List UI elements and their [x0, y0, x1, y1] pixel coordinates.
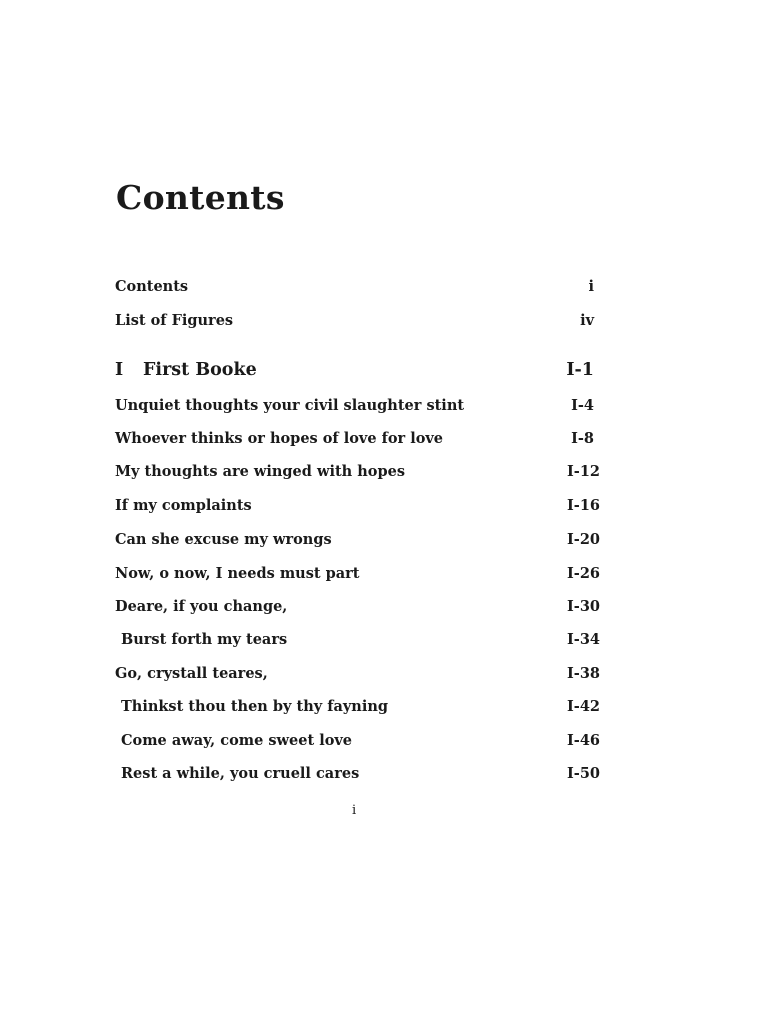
toc-part-label: First Booke	[143, 360, 257, 380]
page-number: i	[352, 803, 357, 818]
toc-part-title	[115, 360, 257, 380]
toc-entry[interactable]	[115, 665, 600, 689]
toc-entry-contents[interactable]	[115, 278, 600, 302]
toc-entry-title: Rest a while, you cruell cares	[121, 765, 360, 782]
toc-entry-page: I-42	[567, 698, 600, 715]
toc-entry-title: Deare, if you change,	[115, 598, 288, 615]
toc-entry-page: I-12	[567, 463, 600, 480]
toc-entry-title: Burst forth my tears	[121, 631, 288, 648]
toc-entry-page: I-20	[567, 531, 600, 548]
toc-entry-page: I-8	[571, 430, 594, 447]
toc-entry-page: I-26	[567, 565, 600, 582]
toc-entry[interactable]	[115, 698, 600, 722]
toc-entry-title: Go, crystall teares,	[115, 665, 268, 682]
toc-entry[interactable]	[115, 598, 600, 622]
toc-entry-title: Can she excuse my wrongs	[115, 531, 332, 548]
toc-part-heading[interactable]	[115, 360, 600, 384]
toc-entry[interactable]	[115, 430, 600, 454]
toc-part-number: I	[115, 360, 124, 380]
toc-entry-title: Now, o now, I needs must part	[115, 565, 360, 582]
toc-entry[interactable]	[115, 397, 600, 421]
toc-entry-title: Contents	[115, 278, 189, 295]
toc-entry[interactable]	[115, 531, 600, 555]
toc-entry[interactable]	[115, 765, 600, 789]
toc-entry-title: List of Figures	[115, 312, 234, 329]
page-title: Contents	[116, 178, 285, 217]
toc-entry-title: Thinkst thou then by thy fayning	[121, 698, 389, 715]
toc-entry-page: I-46	[567, 732, 600, 749]
toc-entry-page: i	[588, 278, 594, 295]
toc-entry-title: My thoughts are winged with hopes	[115, 463, 405, 480]
toc-entry-page: I-38	[567, 665, 600, 682]
toc-entry[interactable]	[115, 631, 600, 655]
toc-entry-page: I-34	[567, 631, 600, 648]
toc-entry[interactable]	[115, 497, 600, 521]
toc-entry-page: I-30	[567, 598, 600, 615]
toc-entry[interactable]	[115, 565, 600, 589]
toc-entry-title: Unquiet thoughts your civil slaughter stint	[115, 397, 465, 414]
toc-entry-title: Come away, come sweet love	[121, 732, 353, 749]
toc-entry-page: iv	[580, 312, 594, 329]
toc-entry-title: If my complaints	[115, 497, 252, 514]
toc-entry-page: I-50	[567, 765, 600, 782]
toc-entry-page: I-16	[567, 497, 600, 514]
toc-entry[interactable]	[115, 732, 600, 756]
toc-entry-page: I-4	[571, 397, 594, 414]
toc-entry[interactable]	[115, 463, 600, 487]
toc-entry-title: Whoever thinks or hopes of love for love	[115, 430, 444, 447]
toc-entry-list-of-figures[interactable]	[115, 312, 600, 336]
toc-part-page: I-1	[566, 360, 594, 380]
